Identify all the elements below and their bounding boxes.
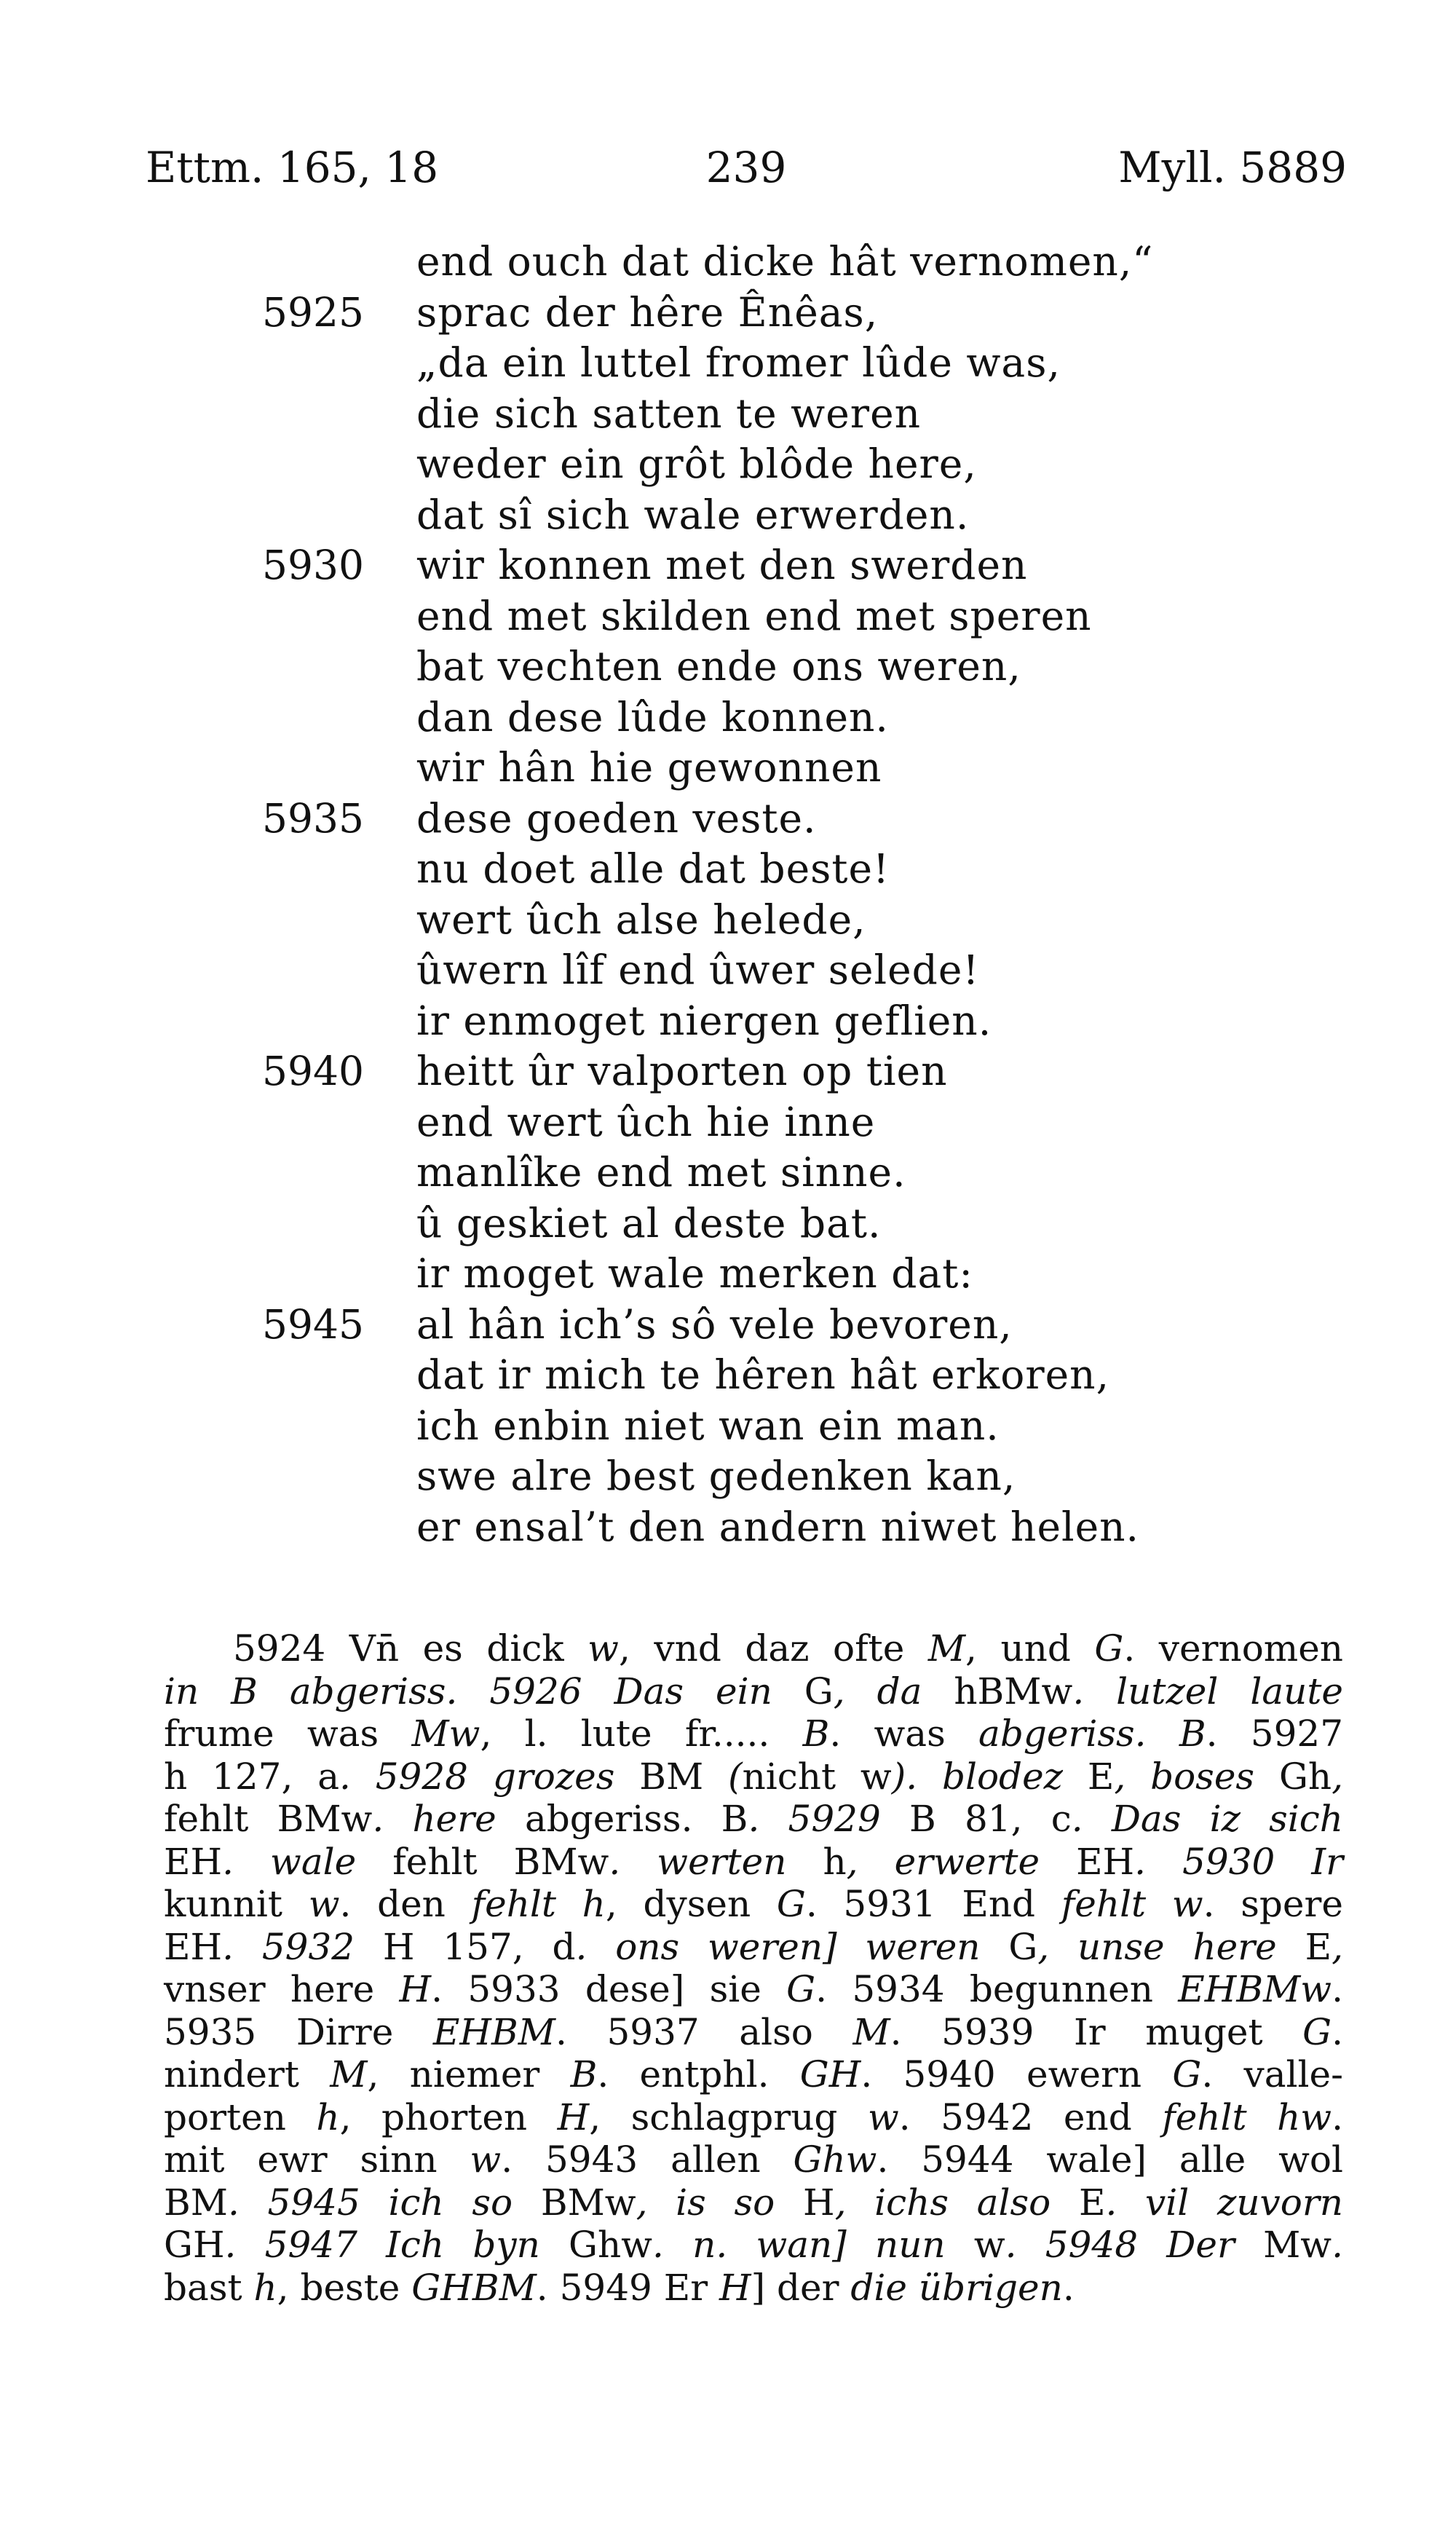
siglum-italic: , da	[833, 1670, 954, 1713]
siglum-italic: h	[253, 2266, 277, 2309]
verse-text: sprac der hêre Ênêas,	[416, 288, 879, 336]
siglum-italic: M	[330, 2053, 368, 2095]
apparatus-text: .	[1332, 2010, 1344, 2053]
siglum-italic: w	[308, 1883, 340, 1925]
verse-text: er ensal’t den andern niwet helen.	[416, 1503, 1140, 1550]
apparatus-text: . vernomen	[1123, 1627, 1343, 1670]
siglum-italic: GHBM	[411, 2266, 537, 2309]
apparatus-text: BMw	[540, 2181, 636, 2224]
apparatus-line	[164, 1841, 1343, 1884]
verse-text: bat vechten ende ons weren,	[416, 643, 1021, 690]
critical-apparatus	[164, 1627, 1343, 2309]
apparatus-text: G	[1008, 1925, 1038, 1968]
apparatus-line	[164, 1670, 1343, 1713]
apparatus-text: ] der	[751, 2266, 851, 2309]
siglum-italic: GH	[799, 2053, 861, 2095]
apparatus-text: fehlt BMw	[164, 1798, 373, 1840]
header-right-reference: Myll. 5889	[1118, 143, 1347, 192]
verse-text: manlîke end met sinne.	[416, 1149, 906, 1196]
verse-text: die sich satten te weren	[416, 390, 922, 437]
apparatus-text: EH	[1076, 1840, 1135, 1883]
siglum-italic: , is so	[636, 2181, 803, 2224]
siglum-italic: B	[802, 1713, 830, 1755]
verse-text: ûwern lîf end ûwer selede!	[416, 947, 980, 993]
siglum-italic: ). blodez	[891, 1755, 1088, 1798]
siglum-italic: , unse here	[1037, 1925, 1305, 1968]
verse-line	[262, 743, 1281, 794]
verse-line	[262, 540, 1281, 591]
apparatus-text: Ghw	[569, 2224, 652, 2266]
siglum-italic: . 5928 grozes	[339, 1755, 640, 1798]
verse-text: dese goeden veste.	[416, 794, 817, 842]
siglum-italic: , boses	[1114, 1755, 1279, 1798]
apparatus-text: . entphl.	[597, 2053, 800, 2095]
verse-line	[262, 996, 1281, 1047]
verse-text: wir hân hie gewonnen	[416, 744, 882, 791]
apparatus-text: , l. lute fr.....	[480, 1713, 803, 1755]
siglum-italic: . 5948 Der	[1005, 2224, 1264, 2266]
apparatus-text: , niemer	[367, 2053, 571, 2095]
siglum-italic: fehlt hw	[1162, 2095, 1332, 2138]
siglum-italic: G	[1302, 2010, 1332, 2053]
verse-line	[262, 1147, 1281, 1198]
siglum-italic: abgeriss. B	[978, 1713, 1206, 1755]
verse-line	[262, 591, 1281, 642]
apparatus-text: . den	[339, 1883, 472, 1925]
apparatus-text: , und	[965, 1627, 1095, 1670]
apparatus-text: kunnit	[164, 1883, 309, 1925]
verse-text: dan dese lûde konnen.	[416, 693, 889, 740]
siglum-italic: . here	[372, 1798, 525, 1840]
apparatus-line	[164, 1926, 1343, 1969]
verse-block	[262, 237, 1281, 1552]
apparatus-text: . 5944 wale] alle wol	[877, 2138, 1343, 2181]
apparatus-text: .	[1332, 2095, 1343, 2138]
siglum-italic: . 5947 Ich byn	[224, 2224, 569, 2266]
verse-text: ir moget wale merken dat:	[416, 1250, 973, 1297]
siglum-italic: . werten	[609, 1840, 823, 1883]
apparatus-text: . 5933 dese] sie	[431, 1968, 787, 2010]
siglum-italic: H	[399, 1968, 432, 2010]
siglum-italic: G	[776, 1883, 806, 1925]
verse-text: dat sî sich wale erwerden.	[416, 491, 970, 538]
apparatus-text: mit ewr sinn	[164, 2138, 470, 2181]
apparatus-text: . 5949 Er	[536, 2266, 720, 2309]
siglum-italic: G	[1172, 2053, 1202, 2095]
apparatus-text: , schlagprug	[589, 2095, 868, 2138]
verse-number: 5925	[262, 288, 364, 336]
verse-text: nu doet alle dat beste!	[416, 845, 890, 892]
apparatus-text: . 5931 End	[805, 1883, 1061, 1925]
verse-line	[262, 1300, 1281, 1351]
verse-line	[262, 1097, 1281, 1148]
apparatus-line	[164, 2224, 1343, 2267]
verse-line	[262, 288, 1281, 339]
verse-line	[262, 844, 1281, 895]
verse-text: al hân ich’s sô vele bevoren,	[416, 1300, 1013, 1348]
apparatus-text: , vnd daz ofte	[618, 1627, 928, 1670]
apparatus-text: hBMw	[954, 1670, 1073, 1713]
apparatus-text: h	[823, 1840, 847, 1883]
apparatus-text: H 157, d	[382, 1925, 576, 1968]
siglum-italic: M	[927, 1627, 966, 1670]
siglum-italic: G	[1094, 1627, 1124, 1670]
verse-number: 5940	[262, 1048, 364, 1094]
apparatus-text: . 5934 begunnen	[815, 1968, 1179, 2010]
apparatus-text: vnser here	[164, 1968, 400, 2010]
siglum-italic: B	[570, 2053, 598, 2095]
apparatus-text: w	[973, 2224, 1005, 2266]
apparatus-text: abgeriss. B	[524, 1798, 748, 1840]
apparatus-text: Mw	[1263, 2224, 1332, 2266]
apparatus-line	[164, 1627, 1343, 1670]
siglum-italic: . Das iz sich	[1071, 1798, 1344, 1840]
verse-number: 5945	[262, 1300, 364, 1348]
siglum-italic: . wale	[222, 1840, 393, 1883]
verse-line	[262, 1401, 1281, 1452]
header-left-reference: Ettm. 165, 18	[146, 143, 439, 192]
siglum-italic: . 5929	[748, 1798, 910, 1840]
verse-line	[262, 237, 1281, 288]
apparatus-line	[164, 1755, 1343, 1798]
apparatus-line	[164, 1883, 1343, 1926]
apparatus-text: . 5943 allen	[501, 2138, 794, 2181]
verse-number: 5935	[262, 794, 364, 842]
verse-line	[262, 1350, 1281, 1401]
verse-line	[262, 945, 1281, 996]
siglum-italic: w	[867, 2095, 899, 2138]
apparatus-line	[164, 2053, 1343, 2096]
apparatus-text: 5924 Vn̄ es dick	[233, 1627, 588, 1670]
apparatus-text: , dysen	[605, 1883, 777, 1925]
apparatus-text: nicht w	[742, 1755, 892, 1798]
apparatus-text: EH	[164, 1840, 223, 1883]
siglum-italic: (	[703, 1755, 743, 1798]
verse-line	[262, 439, 1281, 490]
apparatus-text: EH	[164, 1925, 223, 1968]
apparatus-text: B 81, c	[909, 1798, 1072, 1840]
siglum-italic: die übrigen	[850, 2266, 1063, 2309]
apparatus-text: .	[1062, 2266, 1075, 2309]
apparatus-text: . spere	[1203, 1883, 1343, 1925]
siglum-italic: w	[470, 2138, 502, 2181]
apparatus-text: GH	[164, 2224, 225, 2266]
verse-line	[262, 1451, 1281, 1502]
apparatus-text: , beste	[277, 2266, 412, 2309]
siglum-italic: . 5945 ich so	[227, 2181, 541, 2224]
verse-line	[262, 794, 1281, 845]
siglum-italic: . n. wan] nun	[652, 2224, 974, 2266]
apparatus-text: BM	[639, 1755, 704, 1798]
apparatus-text: . 5937 also	[555, 2010, 853, 2053]
siglum-italic: H	[719, 2266, 751, 2309]
siglum-italic: M	[852, 2010, 890, 2053]
siglum-italic: . 5930 Ir	[1134, 1840, 1343, 1883]
apparatus-line	[164, 1713, 1343, 1755]
verse-line	[262, 692, 1281, 743]
apparatus-text: porten	[164, 2095, 317, 2138]
siglum-italic: Ghw	[793, 2138, 877, 2181]
apparatus-text: BM	[164, 2181, 228, 2224]
siglum-italic: . ons weren] weren	[575, 1925, 1009, 1968]
verse-text: ir enmoget niergen geflien.	[416, 997, 992, 1044]
siglum-italic: . lutzel laute	[1072, 1670, 1344, 1713]
apparatus-text: . valle-	[1201, 2053, 1343, 2095]
siglum-italic: , ichs also	[834, 2181, 1079, 2224]
siglum-italic: Mw	[411, 1713, 480, 1755]
apparatus-text: . 5942 end	[898, 2095, 1163, 2138]
apparatus-text: bast	[164, 2266, 254, 2309]
apparatus-text: .	[1332, 1968, 1343, 2010]
siglum-italic: fehlt w	[1061, 1883, 1203, 1925]
apparatus-text: G	[804, 1670, 834, 1713]
verse-text: û geskiet al deste bat.	[416, 1199, 882, 1247]
siglum-italic: . 5932	[222, 1925, 383, 1968]
apparatus-line	[164, 2181, 1343, 2224]
verse-text: end wert ûch hie inne	[416, 1098, 876, 1145]
siglum-italic: in B abgeriss.	[164, 1670, 458, 1713]
verse-line	[262, 895, 1281, 946]
verse-line	[262, 490, 1281, 541]
siglum-italic: ,	[1332, 1925, 1343, 1968]
verse-number: 5930	[262, 542, 364, 588]
siglum-italic: H	[557, 2095, 590, 2138]
verse-text: „da ein luttel fromer lûde was,	[416, 339, 1061, 386]
siglum-italic: G	[786, 1968, 816, 2010]
apparatus-text: . 5940 ewern	[860, 2053, 1173, 2095]
verse-text: dat ir mich te hêren hât erkoren,	[416, 1351, 1110, 1398]
verse-line	[262, 1046, 1281, 1097]
siglum-italic: h	[316, 2095, 340, 2138]
apparatus-text: . 5927	[1206, 1713, 1344, 1755]
siglum-italic: ,	[1332, 1755, 1343, 1798]
siglum-italic: .	[1332, 2224, 1343, 2266]
apparatus-text: 5935 Dirre	[164, 2010, 433, 2053]
page-number: 239	[705, 143, 787, 192]
apparatus-text: E	[1078, 2181, 1106, 2224]
verse-line	[262, 338, 1281, 389]
siglum-italic: , erwerte	[846, 1840, 1077, 1883]
verse-text: ich enbin niet wan ein man.	[416, 1402, 1000, 1449]
apparatus-text: . 5939 Ir muget	[890, 2010, 1303, 2053]
apparatus-text: . was	[829, 1713, 979, 1755]
apparatus-text: E	[1087, 1755, 1115, 1798]
apparatus-line	[164, 1798, 1343, 1841]
verse-text: end met skilden end met speren	[416, 592, 1092, 639]
apparatus-line	[164, 2011, 1343, 2054]
siglum-italic: EHBM	[432, 2010, 555, 2053]
apparatus-text: , phorten	[339, 2095, 558, 2138]
verse-line	[262, 641, 1281, 692]
siglum-italic: EHBMw	[1178, 1968, 1332, 2010]
siglum-italic: . vil zuvorn	[1105, 2181, 1343, 2224]
verse-text: heitt ûr valporten op tien	[416, 1048, 948, 1094]
apparatus-text: nindert	[164, 2053, 331, 2095]
verse-text: end ouch dat dicke hât vernomen,“	[416, 238, 1154, 285]
apparatus-line	[164, 2267, 1343, 2310]
verse-text: wir konnen met den swerden	[416, 542, 1028, 588]
verse-text: swe alre best gedenken kan,	[416, 1453, 1016, 1499]
apparatus-text: frume was	[164, 1713, 412, 1755]
siglum-italic: fehlt h	[471, 1883, 606, 1925]
verse-line	[262, 1249, 1281, 1300]
siglum-italic: 5926 Das ein	[457, 1670, 804, 1713]
apparatus-text: E	[1305, 1925, 1332, 1968]
verse-text: weder ein grôt blôde here,	[416, 441, 977, 487]
verse-line	[262, 389, 1281, 440]
apparatus-text: h 127, a	[164, 1755, 340, 1798]
apparatus-text: fehlt BMw	[392, 1840, 609, 1883]
apparatus-line	[164, 1968, 1343, 2011]
apparatus-text: Gh	[1278, 1755, 1332, 1798]
apparatus-line	[164, 2138, 1343, 2181]
verse-line	[262, 1198, 1281, 1249]
verse-line	[262, 1502, 1281, 1553]
verse-text: wert ûch alse helede,	[416, 896, 866, 943]
siglum-italic: w	[587, 1627, 619, 1670]
apparatus-text: H	[802, 2181, 835, 2224]
running-header	[146, 138, 1347, 197]
apparatus-line	[164, 2096, 1343, 2139]
